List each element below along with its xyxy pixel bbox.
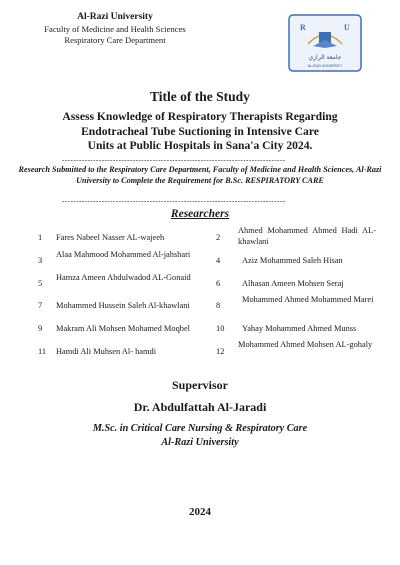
researcher-number: 9 xyxy=(38,324,43,333)
submission-statement: Research Submitted to the Respiratory Care Department, Faculty of Medicine and Health Sciences, Al-Razi University to Complete the Requirement for B.Sc. RESPIRATORY CARE xyxy=(18,165,382,185)
researcher-number: 6 xyxy=(216,279,221,288)
document-year: 2024 xyxy=(189,506,211,518)
supervisor-degree-line-2: Al-Razi University xyxy=(161,437,239,448)
logo-english-name: AL-RAZI UNIVERSITY xyxy=(307,64,343,68)
supervisor-degree xyxy=(0,422,400,450)
researcher-number: 10 xyxy=(216,324,225,333)
researcher-name: Aziz Mohammed Saleh Hisan xyxy=(242,256,343,265)
researcher-number: 2 xyxy=(216,233,221,242)
supervisor-heading: Supervisor xyxy=(171,378,228,392)
study-title-line-1: Assess Knowledge of Respiratory Therapists Regarding xyxy=(62,110,338,123)
department-name: Respiratory Care Department xyxy=(64,35,166,45)
researcher-name: Ahmed Mohammed Ahmed Hadi AL-khawlani xyxy=(238,226,376,246)
page-title: Title of the Study xyxy=(150,89,250,104)
logo-letter-r: R xyxy=(300,23,306,32)
researcher-number: 1 xyxy=(38,233,43,242)
researcher-name: Mohammed Ahmed Mohammed Marei xyxy=(242,295,374,304)
study-title-line-2: Endotracheal Tube Suctioning in Intensive Care xyxy=(81,124,319,138)
supervisor-degree-line-1: M.Sc. in Critical Care Nursing & Respiratory Care xyxy=(92,423,308,434)
researcher-name: Hamdi Ali Muhsen Al- hamdi xyxy=(56,347,157,356)
study-title-line-3: Units at Public Hospitals in Sana'a City 2024. xyxy=(87,139,313,152)
logo-arabic-name: جامعة الرازي xyxy=(308,54,342,61)
researcher-number: 8 xyxy=(216,301,221,310)
researcher-number: 11 xyxy=(38,347,47,356)
researcher-name: Hamza Ameen Abdulwadod AL-Gonaid xyxy=(56,273,191,282)
researcher-number: 5 xyxy=(38,279,43,288)
faculty-name: Faculty of Medicine and Health Sciences xyxy=(44,23,186,34)
university-name: Al-Razi University xyxy=(77,12,153,22)
study-title xyxy=(30,110,370,154)
researcher-name: Mohammed Hussein Saleh Al-khawlani xyxy=(56,301,190,310)
researcher-name: Alaa Mahmood Mohammed Al-jahshari xyxy=(56,250,191,259)
researcher-name: Fares Nabeel Nasser AL-wajeeh xyxy=(56,233,165,242)
institution-header xyxy=(20,12,210,47)
researcher-number: 3 xyxy=(38,256,43,265)
researcher-name: Mohammed Ahmed Mohsen AL-gohaly xyxy=(238,340,373,349)
researchers-heading: Researchers xyxy=(170,208,230,220)
researcher-number: 7 xyxy=(38,301,43,310)
researcher-number: 12 xyxy=(216,347,225,356)
researcher-name: Yahay Mohammed Ahmed Munss xyxy=(242,324,357,333)
researcher-number: 4 xyxy=(216,256,221,265)
university-logo xyxy=(288,14,362,72)
separator-bottom: ------------------------------------------------------------------------------- xyxy=(62,198,286,205)
supervisor-name: Dr. Abdulfattah Al-Jaradi xyxy=(133,400,267,414)
researcher-name: Makram Ali Mohsen Mohamed Moqbel xyxy=(56,324,190,333)
logo-letter-u: U xyxy=(344,23,350,32)
researcher-name: Alhasan Ameen Mohsen Seraj xyxy=(242,279,344,288)
separator-top: ------------------------------------------------------------------------------- xyxy=(62,157,286,164)
